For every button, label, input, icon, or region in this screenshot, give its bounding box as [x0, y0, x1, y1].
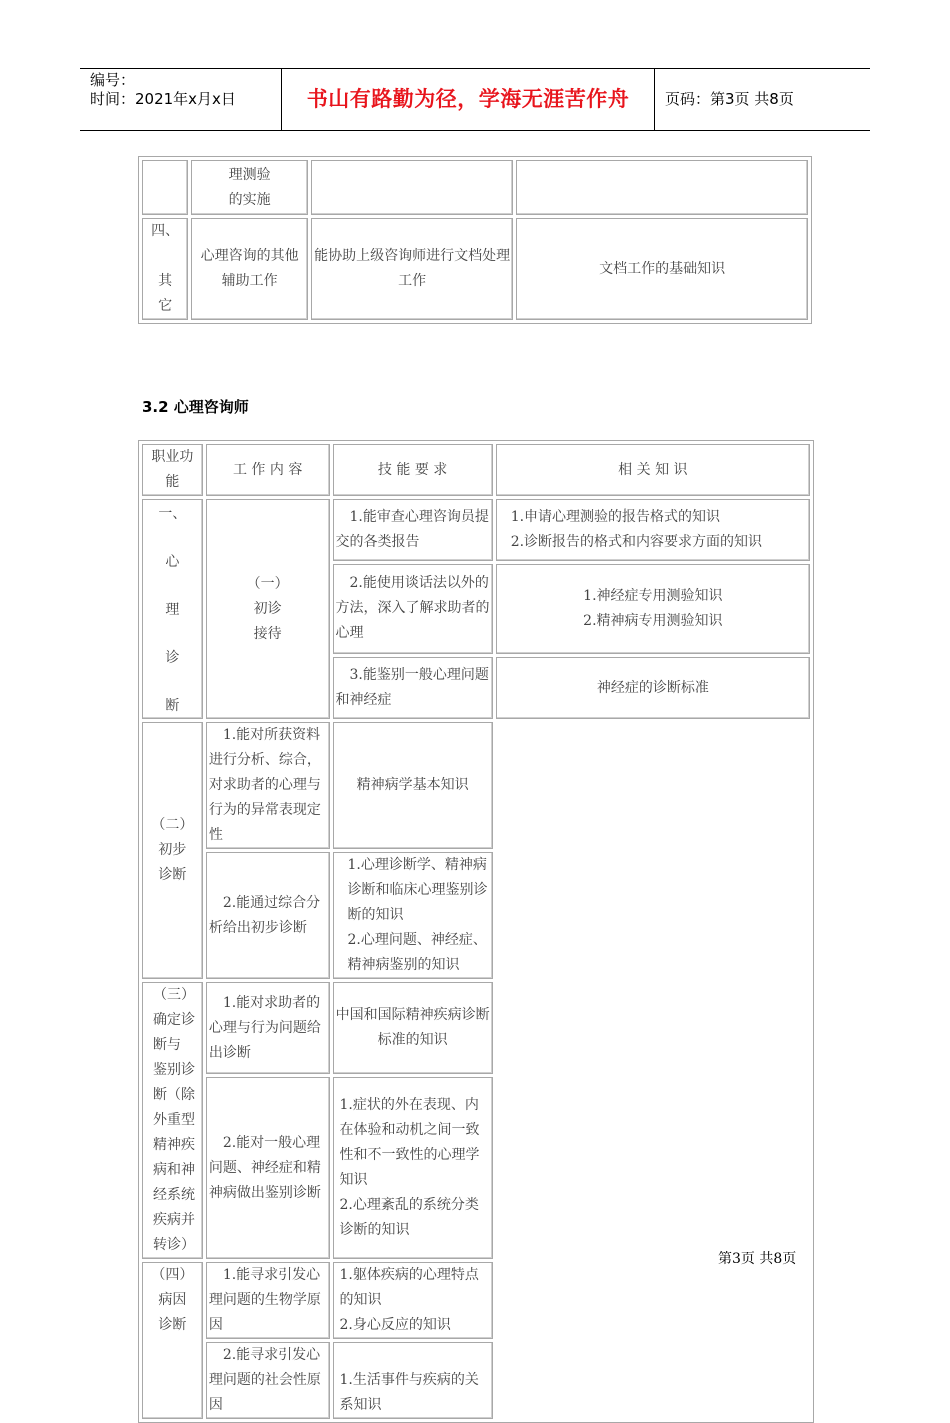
table-row	[142, 852, 810, 979]
table-row	[142, 1077, 810, 1259]
knowledge-cell: 文档工作的基础知识	[516, 218, 808, 320]
skill-cell: 2.能对一般心理问题、神经症和精神病做出鉴别诊断	[206, 1077, 330, 1259]
page-footer: 第3页 共8页	[718, 1251, 797, 1267]
skill-cell	[311, 160, 513, 215]
table-row	[142, 1342, 810, 1419]
skill-cell: 能协助上级咨询师进行文档处理工作	[311, 218, 513, 320]
knowledge-cell: 1.心理诊断学、精神病诊断和临床心理鉴别诊断的知识 2.心理问题、神经症、精神病鉴别的知识	[333, 852, 493, 979]
skill-cell: 3.能鉴别一般心理问题和神经症	[333, 657, 493, 719]
knowledge-cell: 1.申请心理测验的报告格式的知识 2.诊断报告的格式和内容要求方面的知识	[496, 499, 810, 561]
skill-cell: 2.能通过综合分析给出初步诊断	[206, 852, 330, 979]
page-header	[80, 68, 870, 131]
table-row	[142, 982, 810, 1074]
skill-cell: 2.能使用谈话法以外的方法，深入了解求助者的心理	[333, 564, 493, 654]
skill-cell: 1.能审查心理咨询员提交的各类报告	[333, 499, 493, 561]
date-label: 时间：2021年x月x日	[90, 90, 236, 108]
knowledge-cell: 1.症状的外在表现、内在体验和动机之间一致性和不一致性的心理学知识 2.心理紊乱的系统分类诊断的知识	[333, 1077, 493, 1259]
section-title: 3.2 心理咨询师	[142, 398, 249, 416]
knowledge-cell	[516, 160, 808, 215]
knowledge-cell: 1.生活事件与疾病的关系知识	[333, 1342, 493, 1419]
header-motto: 书山有路勤为径，学海无涯苦作舟	[306, 87, 630, 111]
table-row	[142, 218, 808, 320]
header-divider	[654, 69, 655, 130]
knowledge-cell: 1.躯体疾病的心理特点的知识 2.身心反应的知识	[333, 1262, 493, 1339]
skill-cell: 2.能寻求引发心理问题的社会性原因	[206, 1342, 330, 1419]
table-header-row	[142, 444, 810, 496]
function-cell	[142, 160, 188, 215]
column-header: 职业功能	[142, 444, 203, 496]
task-cell: 理测验 的实施	[191, 160, 308, 215]
table-row	[142, 1262, 810, 1339]
column-header: 相 关 知 识	[496, 444, 810, 496]
competency-table	[138, 440, 814, 1423]
task-cell: （一） 初诊 接待	[206, 499, 330, 719]
serial-label: 编号：	[90, 71, 136, 89]
skill-cell: 1.能对所获资料进行分析、综合，对求助者的心理与行为的异常表现定性	[206, 722, 330, 849]
task-cell: （四） 病因 诊断	[142, 1262, 203, 1419]
knowledge-cell: 中国和国际精神疾病诊断标准的知识	[333, 982, 493, 1074]
table-row	[142, 722, 810, 849]
function-label: 一、 心 理 诊 断	[158, 506, 187, 714]
column-header: 工 作 内 容	[206, 444, 330, 496]
column-header: 技 能 要 求	[333, 444, 493, 496]
table-row	[142, 160, 808, 215]
continued-table	[138, 156, 812, 324]
knowledge-cell: 神经症的诊断标准	[496, 657, 810, 719]
table-row	[142, 499, 810, 561]
header-page-label: 页码：第3页 共8页	[665, 90, 794, 108]
knowledge-cell: 精神病学基本知识	[333, 722, 493, 849]
function-cell: 四、 其 它	[142, 218, 188, 320]
task-cell: （三） 确定诊断与 鉴别诊断（除外重型精神疾病和神经系统疾病并转诊）	[142, 982, 203, 1259]
knowledge-cell: 1.神经症专用测验知识 2.精神病专用测验知识	[496, 564, 810, 654]
skill-cell: 1.能寻求引发心理问题的生物学原因	[206, 1262, 330, 1339]
task-cell: （二） 初步 诊断	[142, 722, 203, 979]
function-cell	[142, 499, 203, 719]
header-meta	[90, 71, 236, 109]
task-cell: 心理咨询的其他辅助工作	[191, 218, 308, 320]
skill-cell: 1.能对求助者的心理与行为问题给出诊断	[206, 982, 330, 1074]
